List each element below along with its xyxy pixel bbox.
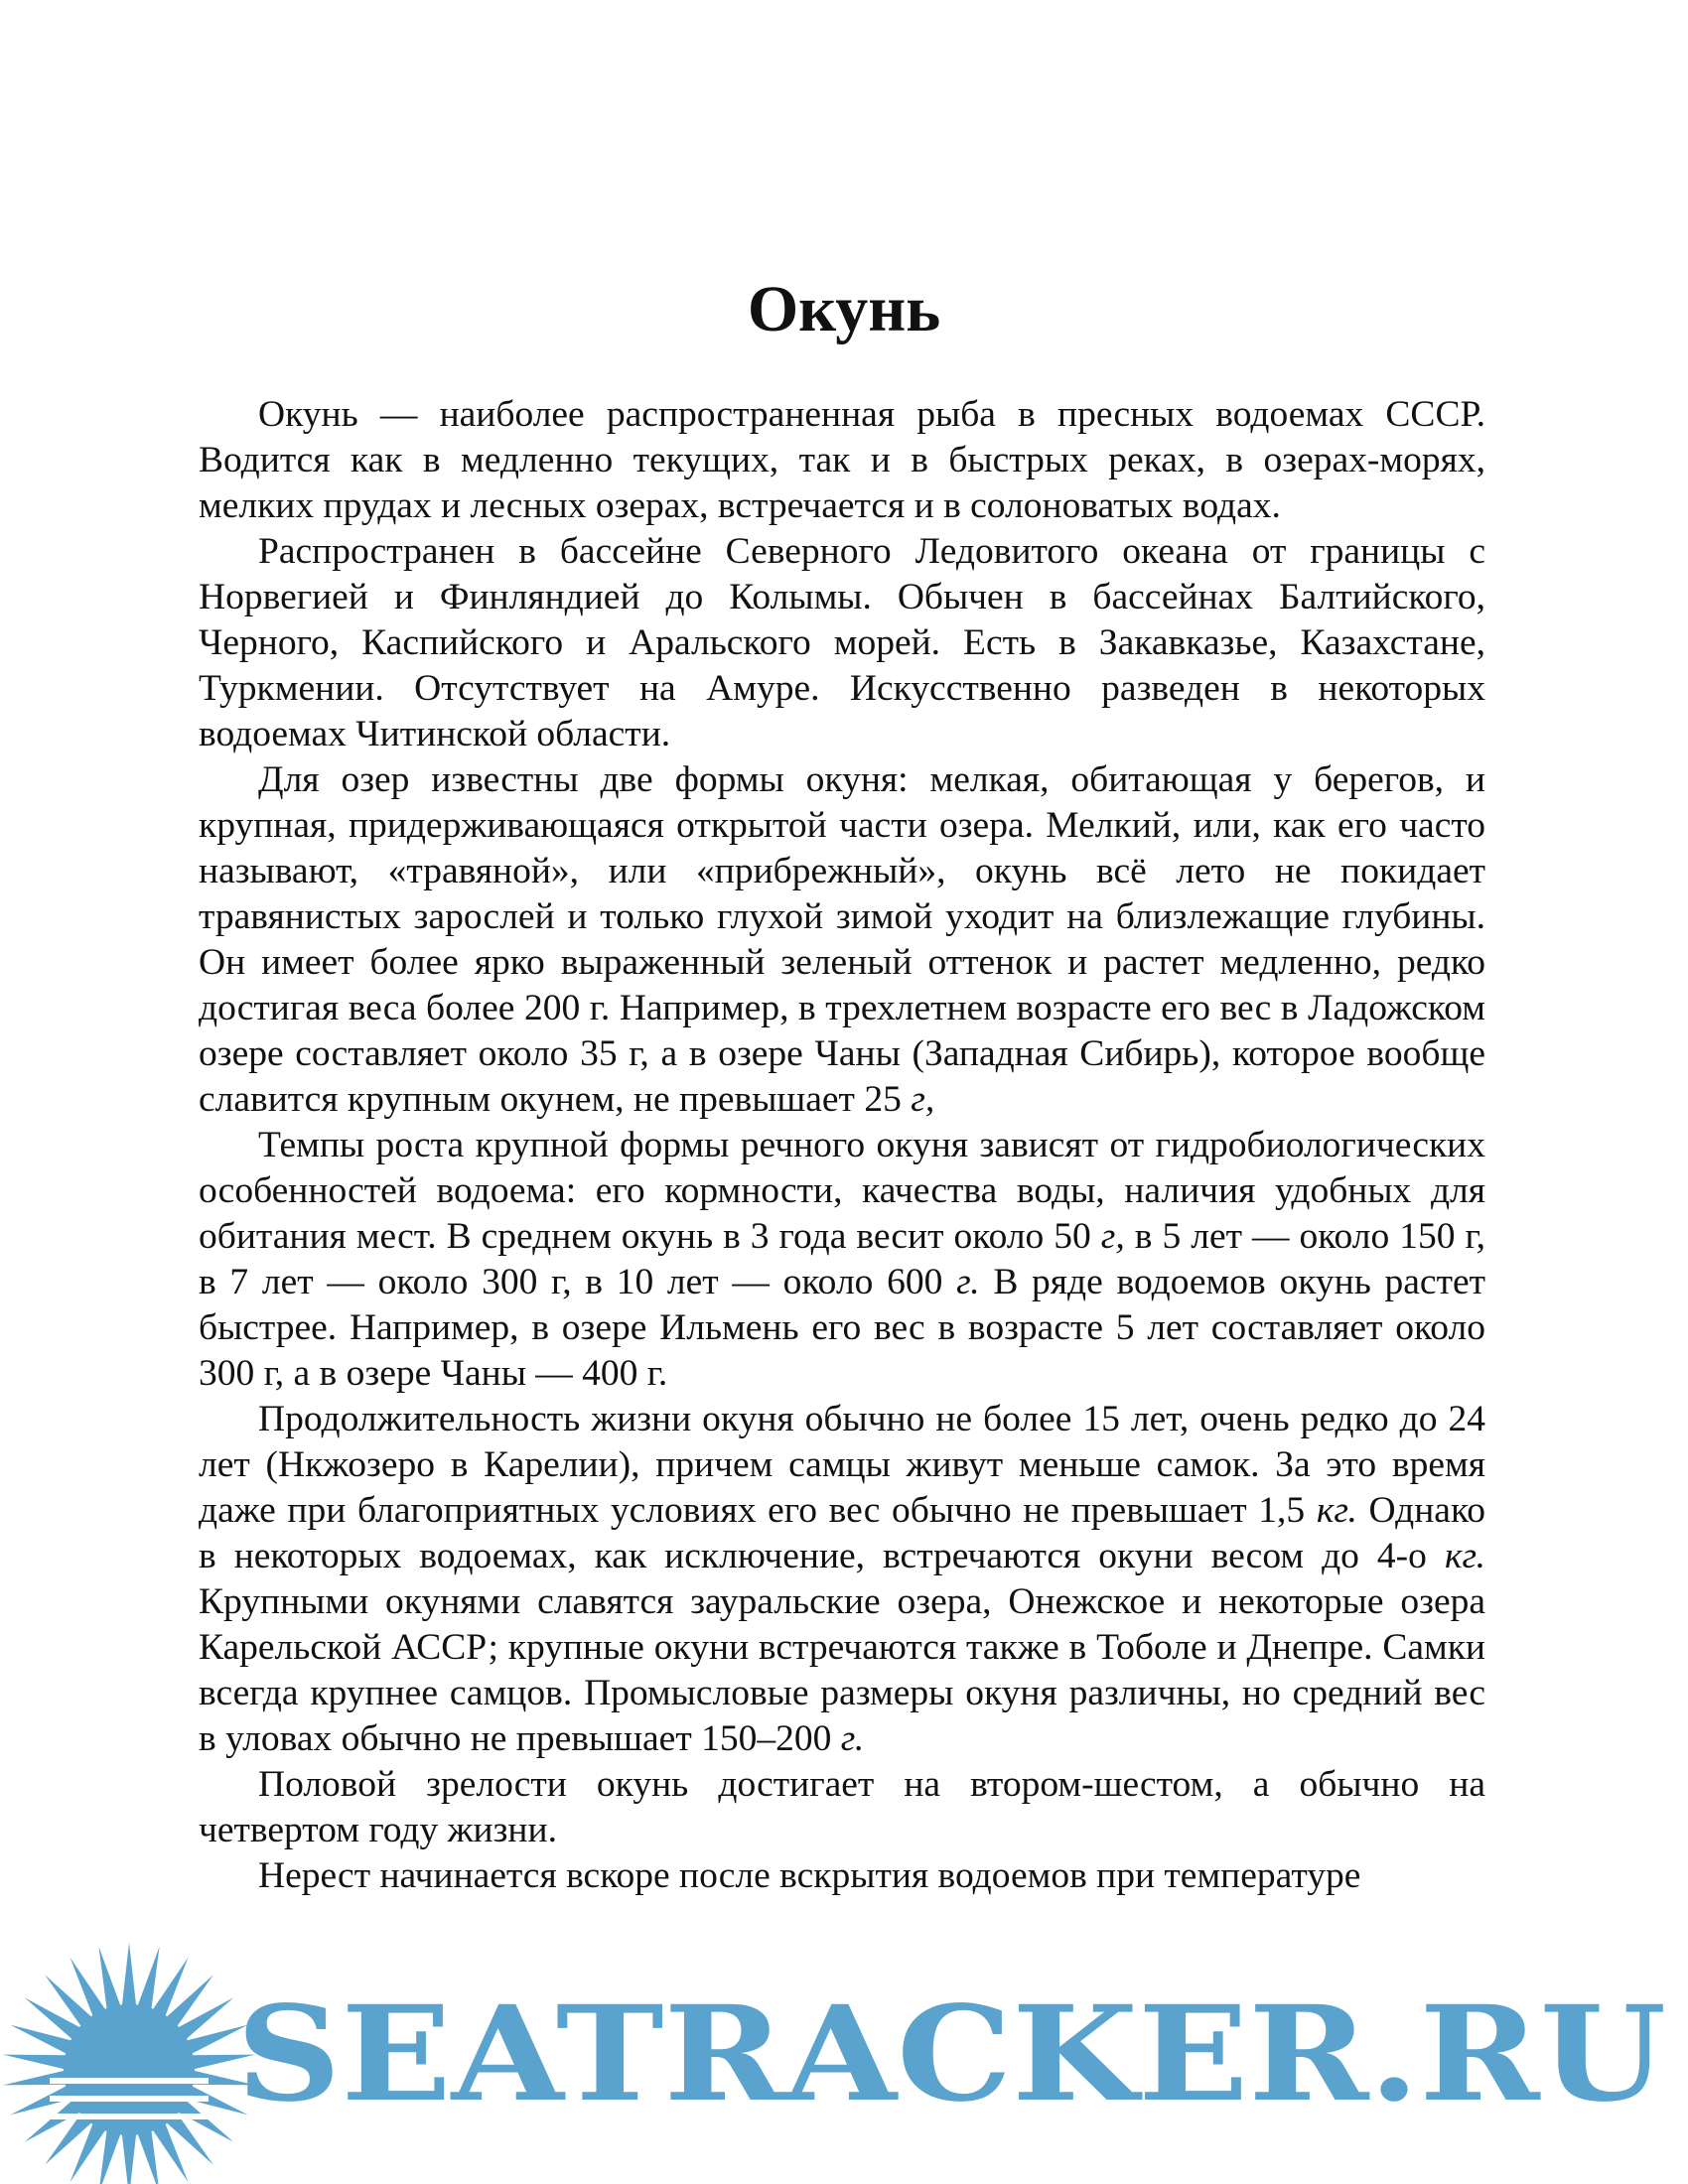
paragraph-4 — [199, 1123, 1485, 1397]
paragraph-5 — [199, 1397, 1485, 1762]
italic-unit: кг. — [1444, 1536, 1485, 1576]
text-run: В ряде водоемов окунь растет быстрее. Например, в озере Ильмень его вес в возрасте 5 лет составляет около 300 г, а в озере Чаны — 400 г. — [199, 1262, 1485, 1394]
italic-unit: г. — [956, 1262, 980, 1302]
text-run: Крупными окунями славятся зауральские озера, Онежское и некоторые озера Карельской АССР; крупные окуни встречаются также в Тоболе и Днепре. Самки всегда крупнее самцов. Промысловые размеры окуня различны, но средний вес в уловах обычно не превышает 150–200 — [199, 1581, 1485, 1759]
italic-unit: г, — [911, 1079, 935, 1120]
sun-logo-icon — [3, 1943, 255, 2184]
text-run: Половой зрелости окунь достигает на втором-шестом, а обычно на четвертом году жизни. — [199, 1764, 1485, 1850]
paragraph-6 — [199, 1762, 1485, 1853]
sun-wave-stripe — [50, 2078, 209, 2084]
text-run: Темпы роста крупной формы речного окуня зависят от гидробиологических особенностей водоема: его кормности, качества воды, наличия удобных для обитания мест. В среднем окунь в 3 года весит около 50 — [199, 1125, 1485, 1257]
sun-wave-stripe — [50, 2114, 209, 2119]
sun-wave-stripe — [50, 2096, 209, 2102]
italic-unit: г, — [1100, 1216, 1125, 1257]
paragraph-7 — [199, 1853, 1485, 1899]
text-run: Окунь — наиболее распространенная рыба в пресных водоемах СССР. Водится как в медленно текущих, так и в быстрых реках, в озерах-морях, мелких прудах и лесных озерах, встречается и в солоноватых водах. — [199, 394, 1485, 526]
italic-unit: кг. — [1316, 1490, 1357, 1531]
text-run: Однако в некоторых водоемах, как исключение, встречаются окуни весом до 4-о — [199, 1490, 1486, 1576]
paragraph-3 — [199, 757, 1485, 1123]
article-body — [199, 392, 1485, 1899]
text-run: Нерест начинается вскоре после вскрытия водоемов при температуре — [258, 1855, 1361, 1896]
text-run: Продолжительность жизни окуня обычно не более 15 лет, очень редко до 24 лет (Нкжозеро в Карелии), причем самцы живут меньше самок. За это время даже при благоприятных условиях его вес обычно не превышает 1,5 — [199, 1399, 1485, 1531]
paragraph-2 — [199, 529, 1485, 757]
text-run: Распространен в бассейне Северного Ледовитого океана от границы с Норвегией и Финляндией до Колымы. Обычен в бассейнах Балтийского, Черного, Каспийского и Аральского морей. Есть в Закавказье, Казахстане, Туркмении. Отсутствует на Амуре. Искусственно разведен в некоторых водоемах Читинской области. — [199, 531, 1485, 754]
article-title: Окунь — [747, 273, 941, 345]
watermark-graphic — [0, 1921, 1688, 2184]
watermark-text: SEATRACKER.RU — [236, 1978, 1666, 2131]
text-run: Для озер известны две формы окуня: мелкая, обитающая у берегов, и крупная, придерживающаяся открытой части озера. Мелкий, или, как его часто называют, «травяной», или «прибрежный», окунь всё лето не покидает травянистых зарослей и только глухой зимой уходит на близлежащие глубины. Он имеет более ярко выраженный зеленый оттенок и растет медленно, редко достигая веса более 200 г. Например, в трехлетнем возрасте его вес в Ладожском озере составляет около 35 г, а в озере Чаны (Западная Сибирь), которое вообще славится крупным окунем, не превышает 25 — [199, 759, 1485, 1120]
watermark-banner — [0, 1921, 1688, 2184]
paragraph-1 — [199, 392, 1485, 529]
italic-unit: г. — [840, 1718, 865, 1759]
text-run: в 5 лет — около 150 г, в 7 лет — около 300 г, в 10 лет — около 600 — [199, 1216, 1486, 1302]
